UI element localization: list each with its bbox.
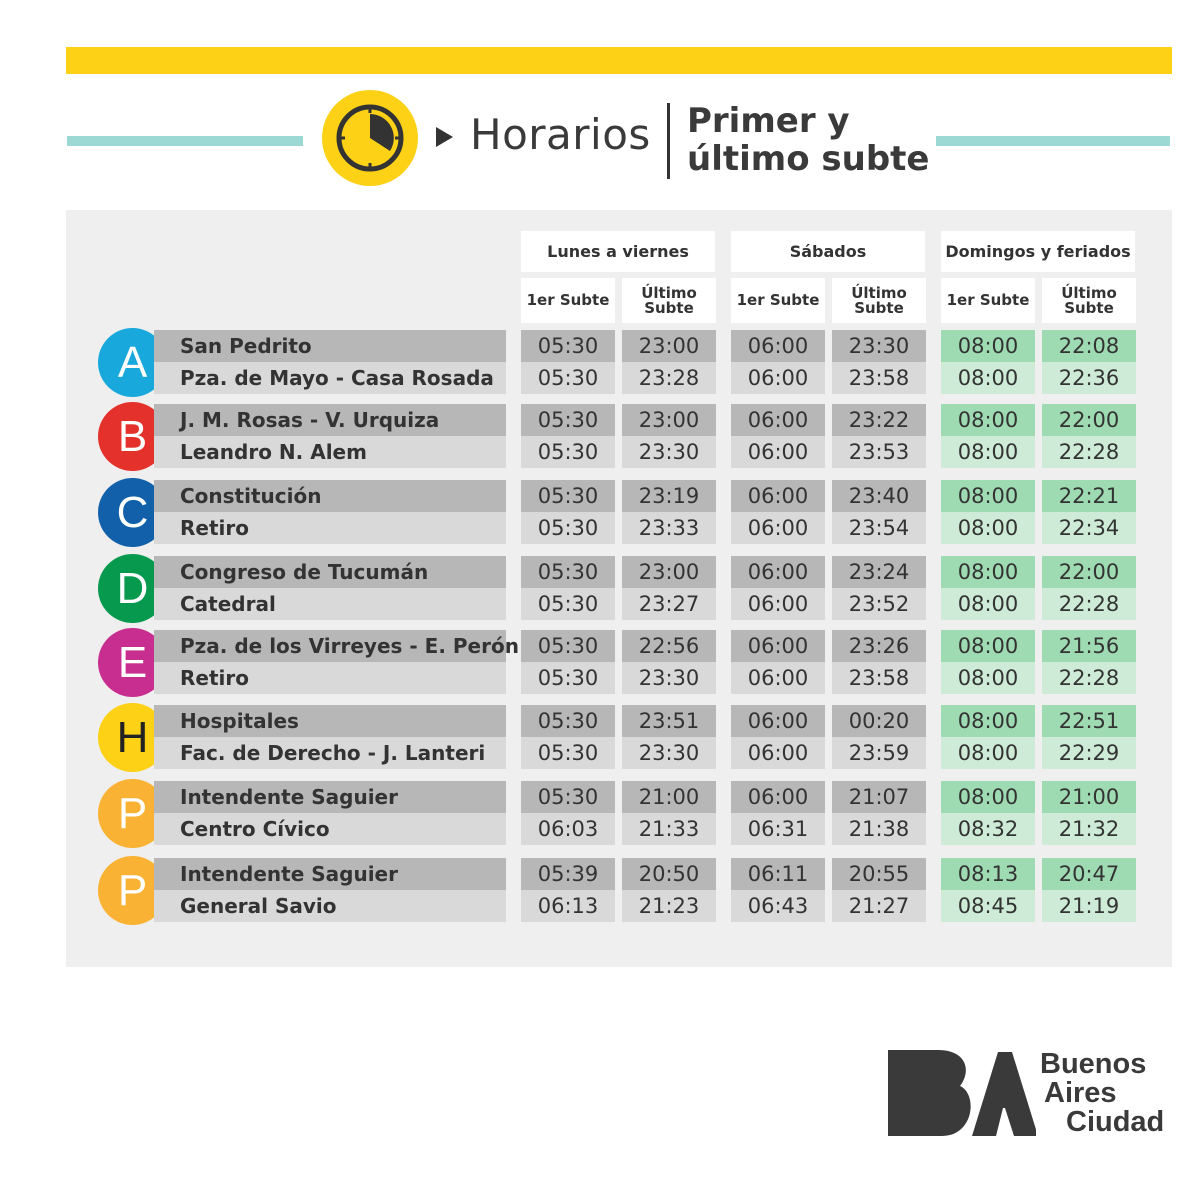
last-subte-time-saturday: 23:58 — [832, 362, 926, 394]
first-subte-time-sunday: 08:00 — [941, 404, 1035, 436]
last-subte-time-sunday: 21:32 — [1042, 813, 1136, 845]
last-subte-time-sunday: 22:21 — [1042, 480, 1136, 512]
subheader-last-line-1: Último — [1061, 283, 1117, 302]
first-subte-time-saturday: 06:00 — [731, 630, 825, 662]
station-name: Intendente Saguier — [180, 785, 398, 809]
first-subte-time-sunday: 08:00 — [941, 781, 1035, 813]
subheader-first-subte: 1er Subte — [521, 278, 615, 323]
first-subte-time-saturday: 06:31 — [731, 813, 825, 845]
last-subte-time-sunday: 22:08 — [1042, 330, 1136, 362]
subheader-last-line-2: Subte — [1064, 298, 1114, 317]
top-yellow-bar — [66, 47, 1172, 74]
first-subte-time-saturday: 06:00 — [731, 662, 825, 694]
station-destination — [154, 362, 506, 394]
station-origin — [154, 556, 506, 588]
last-subte-time-sunday: 22:51 — [1042, 705, 1136, 737]
last-subte-time-sunday: 22:28 — [1042, 588, 1136, 620]
first-subte-time-saturday: 06:00 — [731, 512, 825, 544]
logo-text-line-3: Ciudad — [1066, 1106, 1165, 1138]
right-teal-line — [936, 136, 1170, 146]
station-destination — [154, 662, 506, 694]
line-badge-p-icon: P — [98, 779, 167, 848]
first-subte-time-sunday: 08:00 — [941, 480, 1035, 512]
last-subte-time-saturday: 23:54 — [832, 512, 926, 544]
station-name: Pza. de Mayo - Casa Rosada — [180, 366, 494, 390]
last-subte-time-saturday: 21:07 — [832, 781, 926, 813]
last-subte-time-saturday: 23:58 — [832, 662, 926, 694]
first-subte-time-weekday: 05:30 — [521, 588, 615, 620]
first-subte-time-weekday: 05:30 — [521, 512, 615, 544]
first-subte-time-weekday: 05:30 — [521, 330, 615, 362]
line-badge-c-icon: C — [98, 478, 167, 547]
station-origin — [154, 330, 506, 362]
station-origin — [154, 858, 506, 890]
last-subte-time-saturday: 23:22 — [832, 404, 926, 436]
last-subte-time-sunday: 22:28 — [1042, 436, 1136, 468]
station-origin — [154, 705, 506, 737]
last-subte-time-saturday: 20:55 — [832, 858, 926, 890]
first-subte-time-weekday: 05:30 — [521, 630, 615, 662]
station-destination — [154, 436, 506, 468]
subheader-last-line-1: Último — [641, 283, 697, 302]
station-name: Centro Cívico — [180, 817, 330, 841]
group-header-saturdays: Sábados — [731, 231, 925, 272]
first-subte-time-sunday: 08:00 — [941, 436, 1035, 468]
group-header-sundays: Domingos y feriados — [941, 231, 1135, 272]
last-subte-time-sunday: 21:00 — [1042, 781, 1136, 813]
first-subte-time-saturday: 06:00 — [731, 588, 825, 620]
station-destination — [154, 737, 506, 769]
first-subte-time-weekday: 05:30 — [521, 404, 615, 436]
station-name: San Pedrito — [180, 334, 312, 358]
subheader-last-subte — [622, 278, 716, 323]
last-subte-time-weekday: 23:28 — [622, 362, 716, 394]
last-subte-time-weekday: 23:30 — [622, 662, 716, 694]
last-subte-time-sunday: 22:00 — [1042, 556, 1136, 588]
play-arrow-icon — [436, 127, 453, 147]
first-subte-time-sunday: 08:32 — [941, 813, 1035, 845]
station-name: Intendente Saguier — [180, 862, 398, 886]
subheader-last-subte — [832, 278, 926, 323]
page-title: Horarios — [470, 110, 651, 159]
first-subte-time-sunday: 08:13 — [941, 858, 1035, 890]
line-badge-p-icon: P — [98, 856, 167, 925]
first-subte-time-sunday: 08:00 — [941, 662, 1035, 694]
station-destination — [154, 890, 506, 922]
station-name: Retiro — [180, 666, 249, 690]
last-subte-time-sunday: 22:29 — [1042, 737, 1136, 769]
last-subte-time-sunday: 22:34 — [1042, 512, 1136, 544]
logo-text-line-1: Buenos — [1040, 1048, 1147, 1080]
station-name: Congreso de Tucumán — [180, 560, 429, 584]
first-subte-time-sunday: 08:00 — [941, 630, 1035, 662]
subheader-last-line-2: Subte — [854, 298, 904, 317]
first-subte-time-weekday: 05:30 — [521, 662, 615, 694]
last-subte-time-sunday: 22:28 — [1042, 662, 1136, 694]
last-subte-time-weekday: 23:00 — [622, 404, 716, 436]
last-subte-time-sunday: 21:19 — [1042, 890, 1136, 922]
first-subte-time-weekday: 05:30 — [521, 480, 615, 512]
left-teal-line — [67, 136, 303, 146]
subtitle-line-1: Primer y — [687, 101, 850, 141]
station-name: Hospitales — [180, 709, 299, 733]
last-subte-time-saturday: 23:59 — [832, 737, 926, 769]
last-subte-time-sunday: 22:36 — [1042, 362, 1136, 394]
last-subte-time-weekday: 23:27 — [622, 588, 716, 620]
last-subte-time-saturday: 21:38 — [832, 813, 926, 845]
last-subte-time-saturday: 23:52 — [832, 588, 926, 620]
first-subte-time-saturday: 06:00 — [731, 705, 825, 737]
subheader-first-subte: 1er Subte — [941, 278, 1035, 323]
last-subte-time-weekday: 23:00 — [622, 556, 716, 588]
first-subte-time-weekday: 06:13 — [521, 890, 615, 922]
first-subte-time-weekday: 05:30 — [521, 705, 615, 737]
last-subte-time-saturday: 23:26 — [832, 630, 926, 662]
station-origin — [154, 480, 506, 512]
title-separator — [667, 103, 670, 179]
station-name: Catedral — [180, 592, 276, 616]
station-name: J. M. Rosas - V. Urquiza — [180, 408, 440, 432]
station-name: General Savio — [180, 894, 337, 918]
first-subte-time-saturday: 06:43 — [731, 890, 825, 922]
last-subte-time-weekday: 21:23 — [622, 890, 716, 922]
first-subte-time-saturday: 06:00 — [731, 480, 825, 512]
subheader-last-line-1: Último — [851, 283, 907, 302]
station-name: Retiro — [180, 516, 249, 540]
first-subte-time-saturday: 06:00 — [731, 404, 825, 436]
first-subte-time-sunday: 08:45 — [941, 890, 1035, 922]
clock-icon — [322, 90, 418, 186]
subheader-last-subte — [1042, 278, 1136, 323]
logo-text-line-2: Aires — [1044, 1077, 1117, 1109]
first-subte-time-weekday: 05:39 — [521, 858, 615, 890]
station-origin — [154, 630, 519, 662]
first-subte-time-sunday: 08:00 — [941, 330, 1035, 362]
first-subte-time-sunday: 08:00 — [941, 588, 1035, 620]
first-subte-time-weekday: 05:30 — [521, 781, 615, 813]
first-subte-time-sunday: 08:00 — [941, 556, 1035, 588]
last-subte-time-saturday: 23:30 — [832, 330, 926, 362]
station-name: Pza. de los Virreyes - E. Perón — [180, 634, 519, 658]
last-subte-time-weekday: 21:00 — [622, 781, 716, 813]
last-subte-time-weekday: 23:30 — [622, 737, 716, 769]
last-subte-time-weekday: 23:33 — [622, 512, 716, 544]
last-subte-time-saturday: 00:20 — [832, 705, 926, 737]
last-subte-time-sunday: 20:47 — [1042, 858, 1136, 890]
last-subte-time-saturday: 23:24 — [832, 556, 926, 588]
station-destination — [154, 588, 506, 620]
last-subte-time-weekday: 23:30 — [622, 436, 716, 468]
first-subte-time-sunday: 08:00 — [941, 362, 1035, 394]
first-subte-time-sunday: 08:00 — [941, 512, 1035, 544]
subheader-first-subte: 1er Subte — [731, 278, 825, 323]
subheader-last-line-2: Subte — [644, 298, 694, 317]
first-subte-time-weekday: 05:30 — [521, 362, 615, 394]
first-subte-time-saturday: 06:11 — [731, 858, 825, 890]
line-badge-e-icon: E — [98, 628, 167, 697]
station-name: Leandro N. Alem — [180, 440, 367, 464]
ba-mark-icon — [886, 1046, 1036, 1142]
last-subte-time-weekday: 22:56 — [622, 630, 716, 662]
line-badge-h-icon: H — [98, 703, 167, 772]
buenos-aires-logo — [886, 1046, 1176, 1142]
station-name: Fac. de Derecho - J. Lanteri — [180, 741, 486, 765]
first-subte-time-saturday: 06:00 — [731, 436, 825, 468]
page-subtitle — [687, 102, 929, 178]
first-subte-time-sunday: 08:00 — [941, 705, 1035, 737]
subtitle-line-2: último subte — [687, 139, 930, 179]
last-subte-time-weekday: 23:19 — [622, 480, 716, 512]
station-origin — [154, 404, 506, 436]
last-subte-time-saturday: 23:40 — [832, 480, 926, 512]
line-badge-d-icon: D — [98, 554, 167, 623]
last-subte-time-saturday: 21:27 — [832, 890, 926, 922]
station-destination — [154, 512, 506, 544]
first-subte-time-saturday: 06:00 — [731, 330, 825, 362]
logo-wordmark — [1040, 1050, 1164, 1137]
last-subte-time-sunday: 21:56 — [1042, 630, 1136, 662]
last-subte-time-sunday: 22:00 — [1042, 404, 1136, 436]
first-subte-time-saturday: 06:00 — [731, 556, 825, 588]
group-header-weekdays: Lunes a viernes — [521, 231, 715, 272]
first-subte-time-weekday: 05:30 — [521, 556, 615, 588]
station-name: Constitución — [180, 484, 322, 508]
first-subte-time-weekday: 06:03 — [521, 813, 615, 845]
line-badge-b-icon: B — [98, 402, 167, 471]
first-subte-time-saturday: 06:00 — [731, 781, 825, 813]
station-destination — [154, 813, 506, 845]
station-origin — [154, 781, 506, 813]
last-subte-time-weekday: 23:00 — [622, 330, 716, 362]
last-subte-time-weekday: 21:33 — [622, 813, 716, 845]
first-subte-time-sunday: 08:00 — [941, 737, 1035, 769]
line-badge-a-icon: A — [98, 328, 167, 397]
first-subte-time-weekday: 05:30 — [521, 737, 615, 769]
first-subte-time-weekday: 05:30 — [521, 436, 615, 468]
first-subte-time-saturday: 06:00 — [731, 362, 825, 394]
last-subte-time-saturday: 23:53 — [832, 436, 926, 468]
first-subte-time-saturday: 06:00 — [731, 737, 825, 769]
last-subte-time-weekday: 20:50 — [622, 858, 716, 890]
last-subte-time-weekday: 23:51 — [622, 705, 716, 737]
